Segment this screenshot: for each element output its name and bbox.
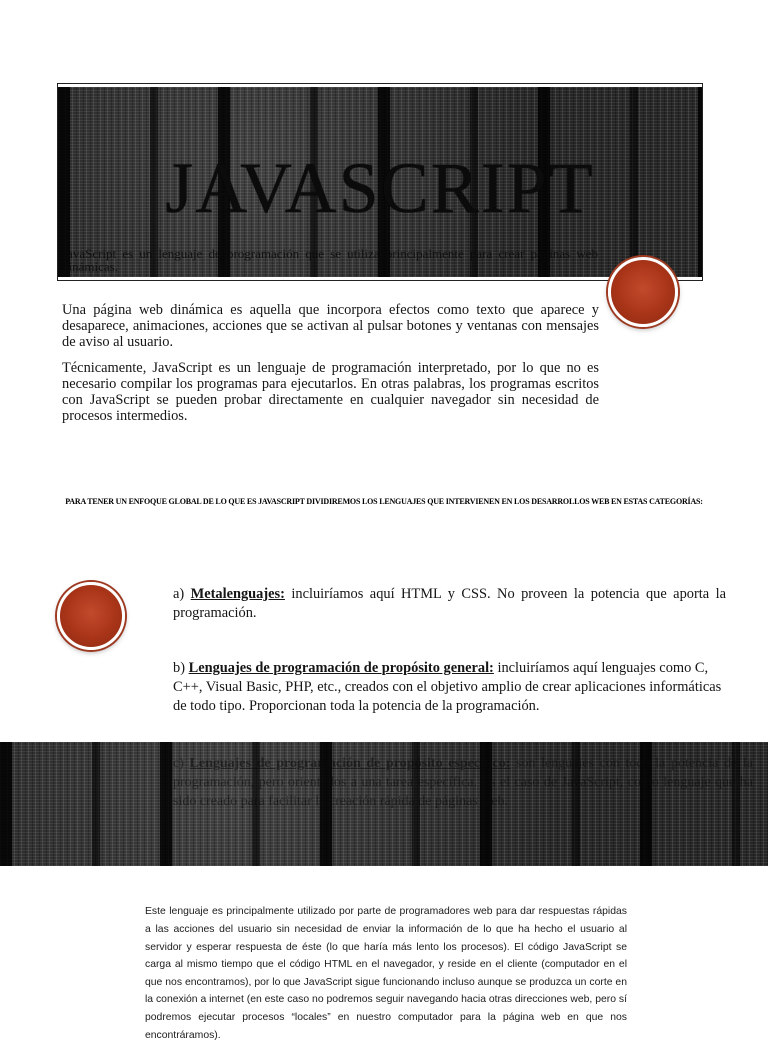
section-heading: PARA TENER UN ENFOQUE GLOBAL DE LO QUE ES JAVASCRIPT DIVIDIREMOS LOS LENGUAJES QUE INTERVIENEN EN LOS DESARROLLOS WEB EN ESTAS CATEGORÍAS: bbox=[65, 497, 703, 506]
category-lead: Metalenguajes: bbox=[190, 586, 285, 602]
category-lead: Lenguajes de programación de propósito general: bbox=[188, 660, 494, 676]
paragraph-usage: Este lenguaje es principalmente utilizado por parte de programadores web para dar respuestas rápidas a las acciones del usuario sin necesidad de enviar la información de lo que ha hecho el usuario al servidor y esperar respuesta de éste (lo que haría más lento los procesos). El código JavaScript se carga al mismo tiempo que el código HTML en el navegador, y reside en el cliente (computador en el que nos encontramos), por lo que JavaScript sigue funcionando incluso aunque se produzca un corte en la conexión a internet (en este caso no podremos seguir navegando hacia otras direcciones web, pero sí podremos ejecutar procesos “locales” en nuestro computador para la página web en que nos encontráramos). bbox=[145, 906, 627, 1041]
textured-strip bbox=[0, 742, 768, 866]
paragraph-dynamic-page: Una página web dinámica es aquella que incorpora efectos como texto que aparece y desaparece, animaciones, acciones que se activan al pulsar botones y ventanas con mensajes de aviso al usuario. bbox=[62, 302, 599, 351]
category-item-general-purpose bbox=[173, 659, 726, 716]
paragraph-interpreted-language: Técnicamente, JavaScript es un lenguaje de programación interpretado, por lo que no es necesario compilar los programas para ejecutarlos. En otras palabras, los programas escritos con JavaScript se pueden probar directamente en cualquier navegador sin necesidad de procesos intermedios. bbox=[62, 360, 599, 425]
category-prefix: b) bbox=[173, 660, 189, 676]
banner-intro-text: JavaScript es un lenguaje de programación que se utiliza principalmente para crear páginas web dinámicas. bbox=[62, 246, 598, 274]
category-prefix: a) bbox=[173, 586, 191, 602]
page-title: JAVASCRIPT bbox=[165, 148, 595, 228]
category-item-metalanguages bbox=[173, 585, 726, 623]
category-text: incluiríamos aquí HTML y CSS. No proveen la potencia que aporta la programación. bbox=[173, 586, 726, 621]
category-lead: Lenguajes de programación de propósito específico: bbox=[189, 756, 511, 771]
category-text: son lenguajes con toda la potencia de la programación, pero orientados a una tarea específica. Es el caso de JavaScript, como lenguaje que ha sido creado para facilitar la creación rápida de páginas web. bbox=[173, 756, 753, 809]
title-banner bbox=[58, 84, 702, 280]
category-text: incluiríamos aquí lenguajes como C, C++, Visual Basic, PHP, etc., creados con el objetivo amplio de crear aplicaciones informáticas de todo tipo. Proporcionan toda la potencia de la programación. bbox=[173, 660, 722, 714]
category-prefix: c) bbox=[173, 756, 190, 771]
category-item-specific-purpose bbox=[173, 754, 753, 811]
decorative-circle-top bbox=[608, 257, 678, 327]
decorative-circle-middle bbox=[57, 582, 125, 650]
